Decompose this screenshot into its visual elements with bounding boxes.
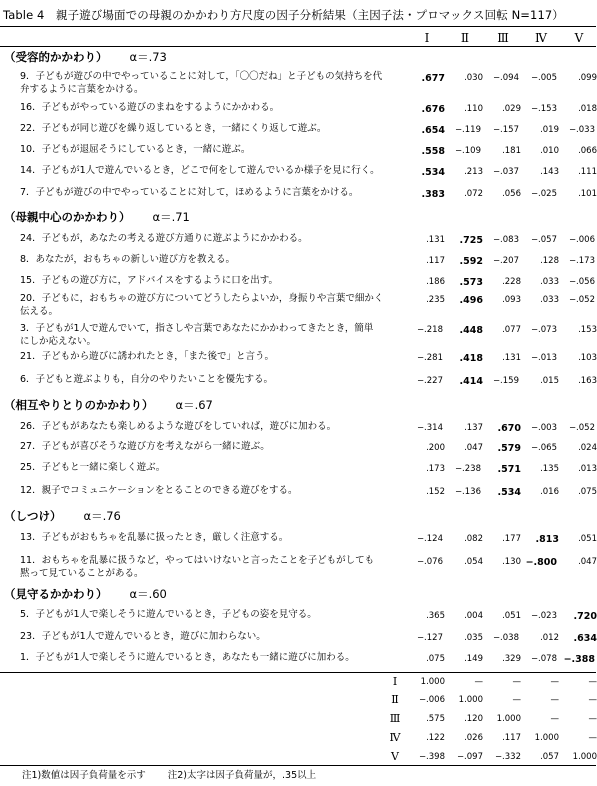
loading-value: .117 bbox=[426, 256, 445, 266]
loading-value: .235 bbox=[426, 295, 445, 305]
top-rule bbox=[0, 26, 596, 27]
loading-value: −.153 bbox=[530, 104, 557, 114]
correlation-value: — bbox=[588, 695, 597, 705]
loading-value: .677 bbox=[421, 73, 445, 84]
loading-value: .670 bbox=[497, 423, 521, 434]
correlation-row-label: Ⅱ bbox=[391, 693, 399, 706]
item-text-line: 11．おもちゃを乱暴に扱うなど，やってはいけないと言ったことを子どもがしても bbox=[20, 555, 375, 566]
section-label: （相互やりとりのかかわり） bbox=[4, 398, 154, 412]
table-row bbox=[20, 373, 415, 386]
loading-value: .075 bbox=[578, 487, 597, 497]
loading-value: .448 bbox=[459, 325, 483, 336]
loading-value: .004 bbox=[464, 611, 483, 621]
loading-value: −.388 bbox=[563, 654, 595, 665]
loading-value: −.038 bbox=[492, 633, 519, 643]
item-text-line: 26．子どもがあなたも楽しめるような遊びをしていれば，遊びに加わる。 bbox=[20, 421, 337, 432]
loading-value: .579 bbox=[497, 443, 521, 454]
loading-value: −.005 bbox=[530, 73, 557, 83]
loading-value: −.281 bbox=[416, 353, 443, 363]
item-text-line: 22．子どもが同じ遊びを繰り返しているとき，一緒にくり返して遊ぶ。 bbox=[20, 123, 327, 134]
item-text-line: 21．子どもから遊びに誘われたとき，「また後で」と言う。 bbox=[20, 351, 274, 362]
correlation-value: −.332 bbox=[494, 752, 521, 762]
loading-value: .135 bbox=[540, 464, 559, 474]
item-text-line: 3．子どもが1人で遊んでいて，指さしや言葉であなたにかかわってきたとき，簡単 bbox=[20, 323, 374, 334]
table-row bbox=[20, 440, 415, 453]
table-row bbox=[20, 420, 415, 433]
alpha-coefficient: α＝.67 bbox=[175, 398, 213, 412]
loading-value: .200 bbox=[426, 443, 445, 453]
alpha-coefficient: α＝.71 bbox=[152, 210, 190, 224]
table-row bbox=[20, 608, 415, 621]
item-text-line: 8．あなたが，おもちゃの新しい遊び方を教える。 bbox=[20, 254, 236, 265]
item-text-line: 9．子どもが遊びの中でやっていることに対して，「〇〇だね」と子どもの気持ちを代 bbox=[20, 71, 383, 82]
loading-value: −.314 bbox=[416, 423, 443, 433]
loading-value: −.023 bbox=[530, 611, 557, 621]
loading-value: .077 bbox=[502, 325, 521, 335]
loading-value: −.078 bbox=[530, 654, 557, 664]
loading-value: −.159 bbox=[492, 376, 519, 386]
section-label: （母親中心のかかわり） bbox=[4, 210, 131, 224]
loading-value: .534 bbox=[497, 487, 521, 498]
loading-value: −.227 bbox=[416, 376, 443, 386]
loading-value: −.013 bbox=[530, 353, 557, 363]
loading-value: .110 bbox=[464, 104, 483, 114]
loading-value: .016 bbox=[540, 487, 559, 497]
correlation-value: 1.000 bbox=[458, 695, 483, 705]
loading-value: −.218 bbox=[416, 325, 443, 335]
loading-value: −.065 bbox=[530, 443, 557, 453]
header-rule bbox=[0, 46, 596, 47]
loading-value: .131 bbox=[426, 235, 445, 245]
loading-value: .365 bbox=[426, 611, 445, 621]
loading-value: −.124 bbox=[416, 534, 443, 544]
loading-value: .024 bbox=[578, 443, 597, 453]
correlation-row-label: Ⅰ bbox=[392, 675, 398, 688]
loading-value: .128 bbox=[540, 256, 559, 266]
loading-value: −.052 bbox=[568, 295, 595, 305]
loading-value: .813 bbox=[535, 534, 559, 545]
alpha-coefficient: α＝.73 bbox=[129, 50, 167, 64]
correlation-row-label: Ⅲ bbox=[389, 712, 401, 725]
loading-value: −.006 bbox=[568, 235, 595, 245]
table-row bbox=[20, 143, 415, 156]
loading-value: .010 bbox=[540, 146, 559, 156]
table-row bbox=[20, 232, 415, 245]
correlation-row-label: Ⅴ bbox=[391, 750, 399, 763]
table-row bbox=[20, 70, 415, 96]
loading-value: .558 bbox=[421, 146, 445, 157]
loading-value: .033 bbox=[540, 277, 559, 287]
loading-value: −.033 bbox=[568, 125, 595, 135]
table-row bbox=[20, 651, 415, 664]
loading-value: −.157 bbox=[492, 125, 519, 135]
alpha-coefficient: α＝.76 bbox=[83, 509, 121, 523]
loading-value: −.127 bbox=[416, 633, 443, 643]
table-row bbox=[20, 101, 415, 114]
correlation-value: — bbox=[588, 733, 597, 743]
loading-value: −.037 bbox=[492, 167, 519, 177]
section-header-3 bbox=[4, 397, 213, 413]
correlation-value: — bbox=[474, 677, 483, 687]
loading-value: −.207 bbox=[492, 256, 519, 266]
loading-value: −.052 bbox=[568, 423, 595, 433]
loading-value: .725 bbox=[459, 235, 483, 246]
item-text-line: 25．子どもと一緒に楽しく遊ぶ。 bbox=[20, 462, 166, 473]
loading-value: .496 bbox=[459, 295, 483, 306]
loading-value: .018 bbox=[578, 104, 597, 114]
loading-value: .033 bbox=[540, 295, 559, 305]
loading-value: .082 bbox=[464, 534, 483, 544]
item-text-line: 6．子どもと遊ぶよりも，自分のやりたいことを優先する。 bbox=[20, 374, 274, 385]
loading-value: .075 bbox=[426, 654, 445, 664]
loading-value: .383 bbox=[421, 189, 445, 200]
loading-value: .099 bbox=[578, 73, 597, 83]
correlation-value: — bbox=[550, 677, 559, 687]
loading-value: .173 bbox=[426, 464, 445, 474]
loading-value: .047 bbox=[464, 443, 483, 453]
correlation-value: .575 bbox=[426, 714, 445, 724]
correlation-value: −.006 bbox=[418, 695, 445, 705]
table-notes bbox=[22, 767, 316, 781]
loading-value: .634 bbox=[573, 633, 597, 644]
column-header-3: Ⅲ bbox=[497, 31, 509, 45]
loading-value: .093 bbox=[502, 295, 521, 305]
table-row bbox=[20, 274, 415, 287]
loading-value: −.083 bbox=[492, 235, 519, 245]
loading-value: .534 bbox=[421, 167, 445, 178]
loading-value: .213 bbox=[464, 167, 483, 177]
loading-value: .152 bbox=[426, 487, 445, 497]
correlation-value: .057 bbox=[540, 752, 559, 762]
loading-value: −.119 bbox=[454, 125, 481, 135]
loading-value: .103 bbox=[578, 353, 597, 363]
item-text-line: 1．子どもが1人で楽しそうに遊んでいるとき，あなたも一緒に遊びに加わる。 bbox=[20, 652, 355, 663]
item-text-line: 5．子どもが1人で楽しそうに遊んでいるとき，子どもの姿を見守る。 bbox=[20, 609, 317, 620]
section-header-5 bbox=[4, 586, 167, 602]
loading-value: .143 bbox=[540, 167, 559, 177]
correlation-value: 1.000 bbox=[534, 733, 559, 743]
table-row bbox=[20, 554, 415, 580]
loading-value: .047 bbox=[578, 557, 597, 567]
table-row bbox=[20, 630, 415, 643]
item-text-line: 黙って見ていることがある。 bbox=[20, 568, 144, 579]
correlation-value: .026 bbox=[464, 733, 483, 743]
correlation-value: — bbox=[588, 714, 597, 724]
bottom-loadings-rule bbox=[0, 672, 596, 673]
correlation-value: — bbox=[550, 714, 559, 724]
correlation-value: — bbox=[512, 677, 521, 687]
correlation-value: — bbox=[588, 677, 597, 687]
item-text-line: にしか応えない。 bbox=[20, 336, 97, 347]
item-text-line: 14．子どもが1人で遊んでいるとき，どこで何をして遊んでいるか様子を見に行く。 bbox=[20, 165, 380, 176]
loading-value: .101 bbox=[578, 189, 597, 199]
loading-value: .177 bbox=[502, 534, 521, 544]
item-text-line: 20．子どもに，おもちゃの遊び方についてどうしたらよいか，身振りや言葉で細かく bbox=[20, 293, 384, 304]
loading-value: .181 bbox=[502, 146, 521, 156]
section-label: （見守るかかわり） bbox=[4, 587, 108, 601]
correlation-value: −.398 bbox=[418, 752, 445, 762]
table-row bbox=[20, 350, 415, 363]
correlation-value: .117 bbox=[502, 733, 521, 743]
loading-value: −.094 bbox=[492, 73, 519, 83]
section-header-4 bbox=[4, 508, 121, 524]
loading-value: .066 bbox=[578, 146, 597, 156]
loading-value: .186 bbox=[426, 277, 445, 287]
loading-value: .131 bbox=[502, 353, 521, 363]
loading-value: .056 bbox=[502, 189, 521, 199]
item-text-line: 10．子どもが退屈そうにしているとき，一緒に遊ぶ。 bbox=[20, 144, 251, 155]
loading-value: .414 bbox=[459, 376, 483, 387]
section-header-1 bbox=[4, 49, 167, 65]
loading-value: .592 bbox=[459, 256, 483, 267]
loading-value: −.073 bbox=[530, 325, 557, 335]
loading-value: −.057 bbox=[530, 235, 557, 245]
loading-value: .013 bbox=[578, 464, 597, 474]
item-text-line: 7．子どもが遊びの中でやっていることに対して，ほめるように言葉をかける。 bbox=[20, 187, 359, 198]
alpha-coefficient: α＝.60 bbox=[129, 587, 167, 601]
loading-value: .153 bbox=[578, 325, 597, 335]
item-text-line: 24．子どもが，あなたの考える遊び方通りに遊ぶようにかかわる。 bbox=[20, 233, 308, 244]
correlation-value: .120 bbox=[464, 714, 483, 724]
table-row bbox=[20, 531, 415, 544]
correlation-value: 1.000 bbox=[572, 752, 597, 762]
loading-value: −.173 bbox=[568, 256, 595, 266]
loading-value: .137 bbox=[464, 423, 483, 433]
item-text-line: 16．子どもがやっている遊びのまねをするようにかかわる。 bbox=[20, 102, 280, 113]
correlation-value: 1.000 bbox=[496, 714, 521, 724]
column-header-1: Ⅰ bbox=[424, 31, 430, 45]
item-text-line: 12．親子でコミュニケーションをとることのできる遊びをする。 bbox=[20, 485, 298, 496]
loading-value: −.136 bbox=[454, 487, 481, 497]
loading-value: −.109 bbox=[454, 146, 481, 156]
table-row bbox=[20, 186, 415, 199]
correlation-value: — bbox=[550, 695, 559, 705]
loading-value: .228 bbox=[502, 277, 521, 287]
column-header-4: Ⅳ bbox=[535, 31, 547, 45]
loading-value: .130 bbox=[502, 557, 521, 567]
loading-value: .329 bbox=[502, 654, 521, 664]
table-row bbox=[20, 253, 415, 266]
loading-value: −.025 bbox=[530, 189, 557, 199]
loading-value: .720 bbox=[573, 611, 597, 622]
table-row bbox=[20, 164, 415, 177]
loading-value: .111 bbox=[578, 167, 597, 177]
correlation-value: .122 bbox=[426, 733, 445, 743]
item-text-line: 13．子どもがおもちゃを乱暴に扱ったとき，厳しく注意する。 bbox=[20, 532, 289, 543]
section-header-2 bbox=[4, 209, 190, 225]
loading-value: .149 bbox=[464, 654, 483, 664]
table-title: Table 4 親子遊び場面での母親のかかわり方尺度の因子分析結果（主因子法・プロマックス回転 N=117） bbox=[3, 8, 564, 22]
loading-value: .654 bbox=[421, 125, 445, 136]
column-header-5: Ⅴ bbox=[574, 31, 584, 45]
loading-value: .051 bbox=[578, 534, 597, 544]
loading-value: .012 bbox=[540, 633, 559, 643]
note-1: 注1)数値は因子負荷量を示す bbox=[22, 770, 146, 781]
table-row bbox=[20, 461, 415, 474]
loading-value: .573 bbox=[459, 277, 483, 288]
correlation-value: −.097 bbox=[456, 752, 483, 762]
loading-value: .015 bbox=[540, 376, 559, 386]
loading-value: .029 bbox=[502, 104, 521, 114]
loading-value: .030 bbox=[464, 73, 483, 83]
loading-value: .163 bbox=[578, 376, 597, 386]
item-text-line: 15．子どもの遊び方に，アドバイスをするように口を出す。 bbox=[20, 275, 279, 286]
item-text-line: 伝える。 bbox=[20, 306, 59, 317]
correlation-row-label: Ⅳ bbox=[389, 731, 401, 744]
loading-value: −.238 bbox=[454, 464, 481, 474]
bottom-rule bbox=[0, 765, 596, 766]
table-row bbox=[20, 322, 415, 348]
loading-value: −.056 bbox=[568, 277, 595, 287]
correlation-value: 1.000 bbox=[420, 677, 445, 687]
item-text-line: 27．子どもが喜びそうな遊び方を考えながら一緒に遊ぶ。 bbox=[20, 441, 270, 452]
item-text-line: 23．子どもが1人で遊んでいるとき，遊びに加わらない。 bbox=[20, 631, 266, 642]
loading-value: .019 bbox=[540, 125, 559, 135]
loading-value: −.003 bbox=[530, 423, 557, 433]
loading-value: .418 bbox=[459, 353, 483, 364]
loading-value: −.076 bbox=[416, 557, 443, 567]
table-row bbox=[20, 292, 415, 318]
loading-value: .051 bbox=[502, 611, 521, 621]
correlation-value: — bbox=[512, 695, 521, 705]
section-label: （しつけ） bbox=[4, 509, 62, 523]
section-label: （受容的かかわり） bbox=[4, 50, 108, 64]
loading-value: .676 bbox=[421, 104, 445, 115]
table-row bbox=[20, 122, 415, 135]
loading-value: .072 bbox=[464, 189, 483, 199]
loading-value: .054 bbox=[464, 557, 483, 567]
loading-value: .035 bbox=[464, 633, 483, 643]
loading-value: −.800 bbox=[525, 557, 557, 568]
loading-value: .571 bbox=[497, 464, 521, 475]
column-header-2: Ⅱ bbox=[460, 31, 470, 45]
item-text-line: 弁するように言葉をかける。 bbox=[20, 84, 144, 95]
note-2: 注2)太字は因子負荷量が，.35以上 bbox=[167, 770, 317, 781]
table-row bbox=[20, 484, 415, 497]
